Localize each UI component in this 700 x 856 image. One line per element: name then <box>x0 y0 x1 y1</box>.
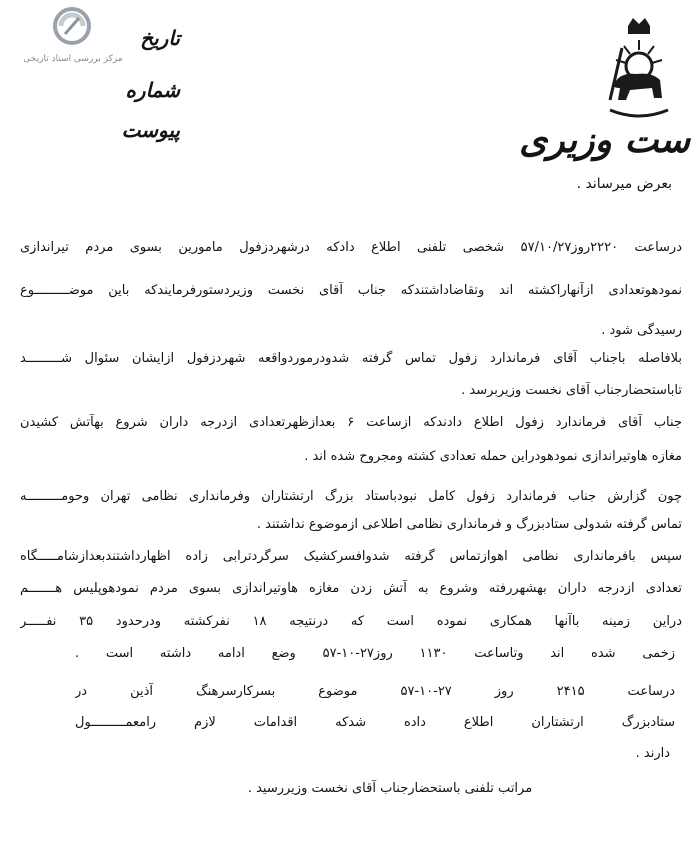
body-line: تماس گرفته شدولی ستادبزرگ و فرمانداری نظامی اطلاعی ازموضوع نداشتند . <box>256 517 682 532</box>
salutation: بعرض میرساند . <box>576 176 672 192</box>
date-label: تاریخ <box>140 26 180 50</box>
lion-and-sun-emblem-icon <box>600 18 678 130</box>
number-label: شماره <box>125 78 180 102</box>
body-line: زخمی شده اند وتاساعت ۱۱۳۰ روز۲۷-۱۰-۵۷ وضع ادامه داشته است . <box>75 646 675 661</box>
body-line: درساعت ۲۴۱۵ روز ۲۷-۱۰-۵۷ موضوع بسرکارسرهنگ آذین در <box>75 684 675 699</box>
watermark-text: مرکز بررسی اسناد تاریخی <box>23 54 123 64</box>
body-line: دراین زمینه باآنها همکاری نموده است که درنتیجه ۱۸ نفرکشته ودرحدود ۳۵ نفـــــر <box>20 614 682 629</box>
ministry-title: ست وزیری <box>519 119 690 161</box>
body-line: سپس بافرمانداری نظامی اهوازتماس گرفته شدوافسرکشیک سرگردترابی زاده اظهارداشتندبعدازشامـــــگاه <box>20 549 682 564</box>
closing-line: مراتب تلفنی باستحضارجناب آقای نخست وزیررسید . <box>247 781 533 796</box>
body-line: تعدادی ازدرجه داران بهشهررفته وشروع به آتش زدن مغازه هاوتیراندازی بسوی مردم نمودهوپلیس هـــــــم <box>20 581 682 596</box>
body-line: تاباستحضارجناب آقای نخست وزیربرسد . <box>461 383 682 398</box>
body-line: جناب آقای فرماندارد زفول اطلاع دادندکه ازساعت ۶ بعدازظهرتعدادی ازدرجه داران شروع بهآتش کشیدن <box>20 415 682 430</box>
body-line: بلافاصله باجناب آقای فرماندارد زفول تماس گرفته شدودرموردواقعه شهردزفول ازایشان سئوال شـــــــــد <box>20 351 682 366</box>
attachment-label: پیوست <box>121 118 180 142</box>
body-line: درساعت ۲۲۲۰روز۵۷/۱۰/۲۷ شخصی تلفنی اطلاع دادکه درشهردزفول مامورین بسوی مردم تیراندازی <box>20 240 682 255</box>
body-line: نمودهوتعدادی ازآنهاراکشته اند وتقاضاداشتندکه جناب آقای نخست وزیردستورفرمایندکه باین موضـــــــــوع <box>20 283 682 298</box>
body-line: دارند . <box>635 746 670 761</box>
body-line: مغازه هاوتیراندازی نمودهودراین حمله تعدادی کشته ومجروح شده اند . <box>304 449 682 464</box>
body-line: رسیدگی شود . <box>601 323 682 338</box>
body-line: چون گزارش جناب فرماندارد زفول کامل نبودباستاد بزرگ ارتشتاران وفرمانداری نظامی تهران وحومـــــــــه <box>20 489 682 504</box>
body-line: ستادبزرگ ارتشتاران اطلاع داده شدکه اقدامات لازم رامعمـــــــــول <box>75 715 675 730</box>
